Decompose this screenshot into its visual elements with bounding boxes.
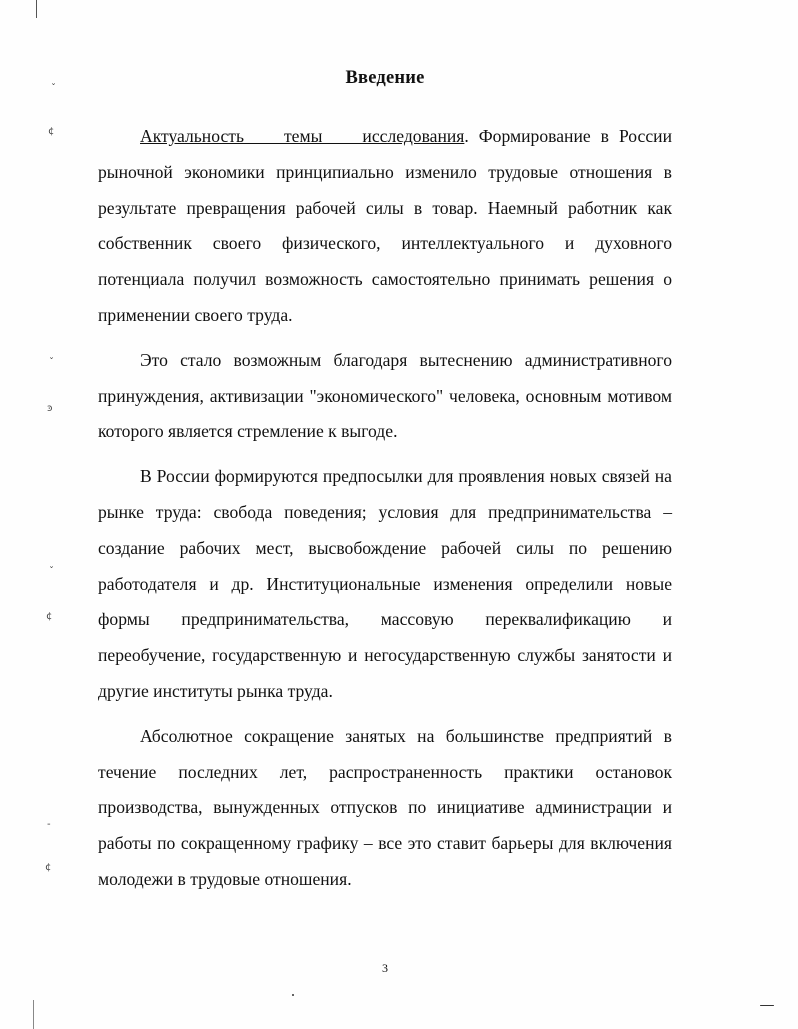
scan-edge-mark <box>33 1000 34 1029</box>
scan-artifact: ͽ <box>47 403 53 414</box>
paragraph <box>98 343 672 450</box>
scan-artifact <box>292 994 294 996</box>
scan-edge-mark <box>36 0 37 18</box>
page-number: 3 <box>382 961 388 975</box>
paragraph <box>98 119 672 334</box>
scan-artifact <box>760 1005 774 1006</box>
scan-artifact: ˇ <box>49 566 54 577</box>
scan-artifact: - <box>47 819 51 830</box>
paragraph-text: В России формируются предпосылки для проявления новых связей на рынке труда: свобода поведения; условия для предпринимательства – создание рабочих мест, высвобождение рабочей силы по решению работодателя и др. Институциональные изменения определили новые формы предпринимательства, массовую переквалификацию и переобучение, государственную и негосударственную службы занятости и другие институты рынка труда. <box>98 466 672 701</box>
scan-artifact: ˇ <box>49 357 54 368</box>
scan-artifact: ¢ <box>48 126 55 137</box>
paragraph-text: . Формирование в России рыночной экономики принципиально изменило трудовые отношения в результате превращения рабочей силы в товар. Наемный работник как собственник своего физического, интеллектуального и духовного потенциала получил возможность самостоятельно принимать решения о применении своего труда. <box>98 126 672 325</box>
page-title: Введение <box>345 68 425 88</box>
scan-artifact: ˇ <box>51 83 56 94</box>
underlined-lead: Актуальность темы исследования <box>140 126 465 146</box>
scan-artifact: ¢ <box>46 611 53 622</box>
paragraph-text: Абсолютное сокращение занятых на большинстве предприятий в течение последних лет, распространенность практики остановок производства, вынужденных отпусков по инициативе администрации и работы по сокращенному графику – все это ставит барьеры для включения молодежи в трудовые отношения. <box>98 725 672 889</box>
paragraph-text: Это стало возможным благодаря вытеснению административного принуждения, активизации "экономического" человека, основным мотивом которого является стремление к выгоде. <box>98 349 672 442</box>
scan-artifact: ¢ <box>45 862 52 873</box>
paragraph <box>98 459 672 710</box>
document-body <box>98 119 672 898</box>
paragraph <box>98 719 672 898</box>
